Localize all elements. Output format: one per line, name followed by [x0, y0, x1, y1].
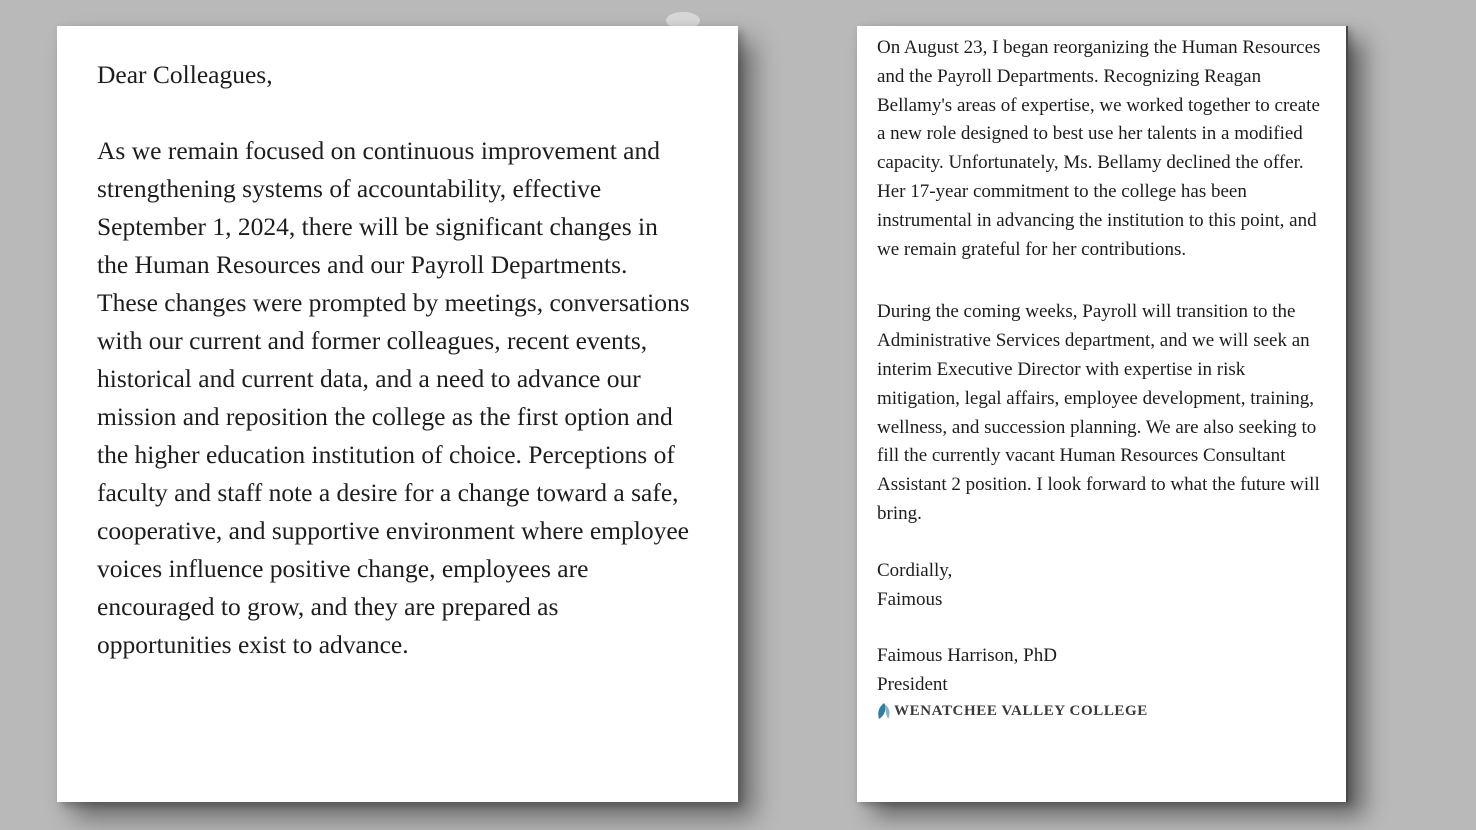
college-name: WENATCHEE VALLEY COLLEGE: [894, 702, 1148, 719]
letter-page-1: [57, 26, 738, 802]
signature-name: Faimous Harrison, PhD: [877, 645, 1057, 667]
college-logo: [877, 702, 1324, 720]
leaf-icon: [877, 703, 891, 720]
closing-salutation: Cordially,: [877, 559, 953, 581]
letter-paragraph-transition: During the coming weeks, Payroll will transition to the Administrative Services department, and we will seek an interim Executive Director with expertise in risk mitigation, legal affairs, employee development, training, wellness, and succession planning. We are also seeking to fill the currently vacant Human Resources Consultant Assistant 2 position. I look forward to what the future will bring.: [877, 301, 1320, 524]
letter-paragraph-reorganization: On August 23, I began reorganizing the Human Resources and the Payroll Departments. Recognizing Reagan Bellamy's areas of expertise, we worked together to create a new role designed to best use her talents in a modified capacity. Unfortunately, Ms. Bellamy declined the offer. Her 17-year commitment to the college has been instrumental in advancing the institution to this point, and we remain grateful for her contributions.: [877, 37, 1321, 260]
greeting: Dear Colleagues,: [97, 60, 273, 89]
letter-paragraph-opening: As we remain focused on continuous improvement and strengthening systems of accountability, effective September 1, 2024, there will be significant changes in the Human Resources and our Payroll Departments. These changes were prompted by meetings, conversations with our current and former colleagues, recent events, historical and current data, and a need to advance our mission and reposition the college as the first option and the higher education institution of choice. Perceptions of faculty and staff note a desire for a change toward a safe, cooperative, and supportive environment where employee voices influence positive change, employees are encouraged to grow, and they are prepared as opportunities exist to advance.: [97, 136, 690, 659]
closing-first-name: Faimous: [877, 588, 943, 610]
letter-page-2: [857, 26, 1348, 802]
signature-block: [877, 642, 1324, 720]
signature-title: President: [877, 674, 948, 696]
